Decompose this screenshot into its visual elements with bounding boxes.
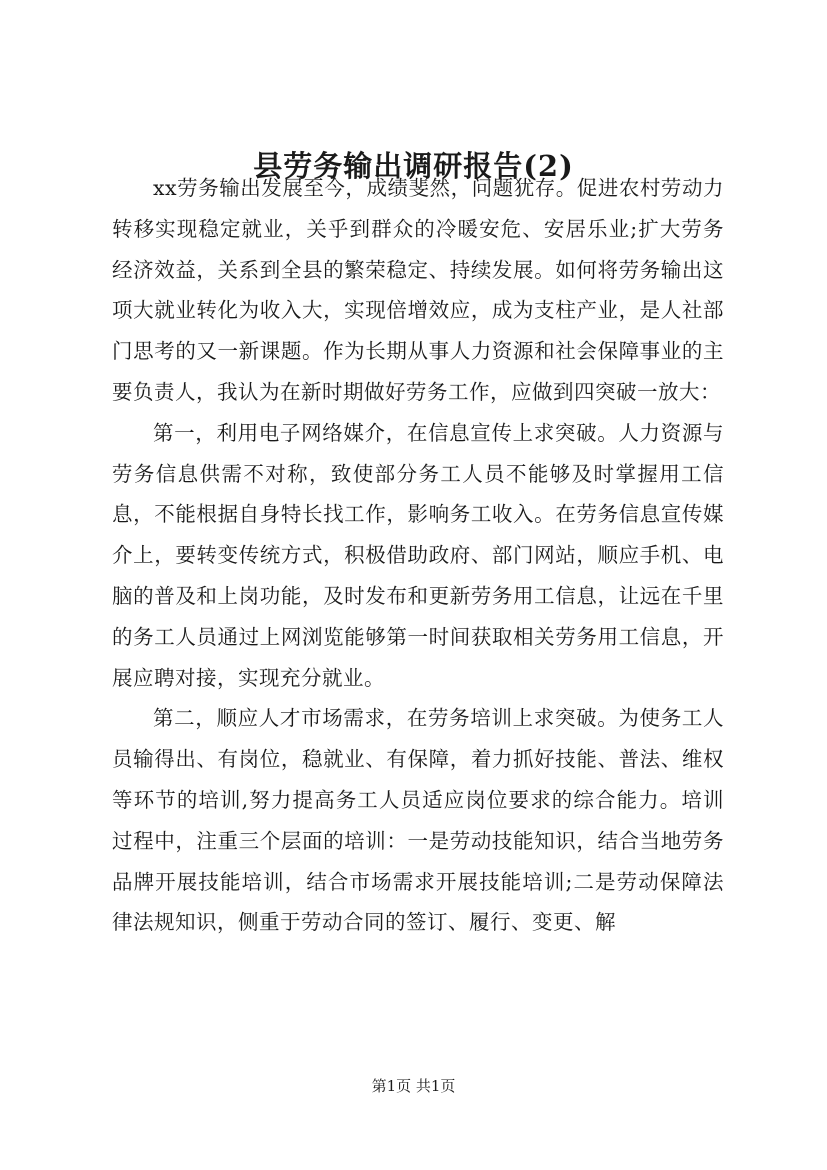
document-body bbox=[112, 168, 724, 943]
paragraph-first-point: 第一，利用电子网络媒介，在信息宣传上求突破。人力资源与劳务信息供需不对称，致使部分务工人员不能够及时掌握用工信息，不能根据自身特长找工作，影响务工收入。在劳务信息宣传媒介上，要转变传统方式，积极借助政府、部门网站，顺应手机、电脑的普及和上岗功能，及时发布和更新劳务用工信息，让远在千里的务工人员通过上网浏览能够第一时间获取相关劳务用工信息，开展应聘对接，实现充分就业。 bbox=[112, 420, 724, 690]
paragraph-second-point: 第二，顺应人才市场需求，在劳务培训上求突破。为使务工人员输得出、有岗位，稳就业、有保障，着力抓好技能、普法、维权等环节的培训,努力提高务工人员适应岗位要求的综合能力。培训过程中，注重三个层面的培训：一是劳动技能知识，结合当地劳务品牌开展技能培训，结合市场需求开展技能培训;二是劳动保障法律法规知识，侧重于劳动合同的签订、履行、变更、解 bbox=[112, 706, 724, 935]
paragraph-intro: xx劳务输出发展至今，成绩斐然，问题犹存。促进农村劳动力转移实现稳定就业，关乎到群众的冷暖安危、安居乐业;扩大劳务经济效益，关系到全县的繁荣稳定、持续发展。如何将劳务输出这项大就业转化为收入大，实现倍增效应，成为支柱产业，是人社部门思考的又一新课题。作为长期从事人力资源和社会保障事业的主要负责人，我认为在新时期做好劳务工作，应做到四突破一放大： bbox=[112, 176, 724, 404]
page-footer: 第1页 共1页 bbox=[371, 1077, 456, 1095]
document-title: 县劳务输出调研报告(2) bbox=[253, 149, 574, 183]
